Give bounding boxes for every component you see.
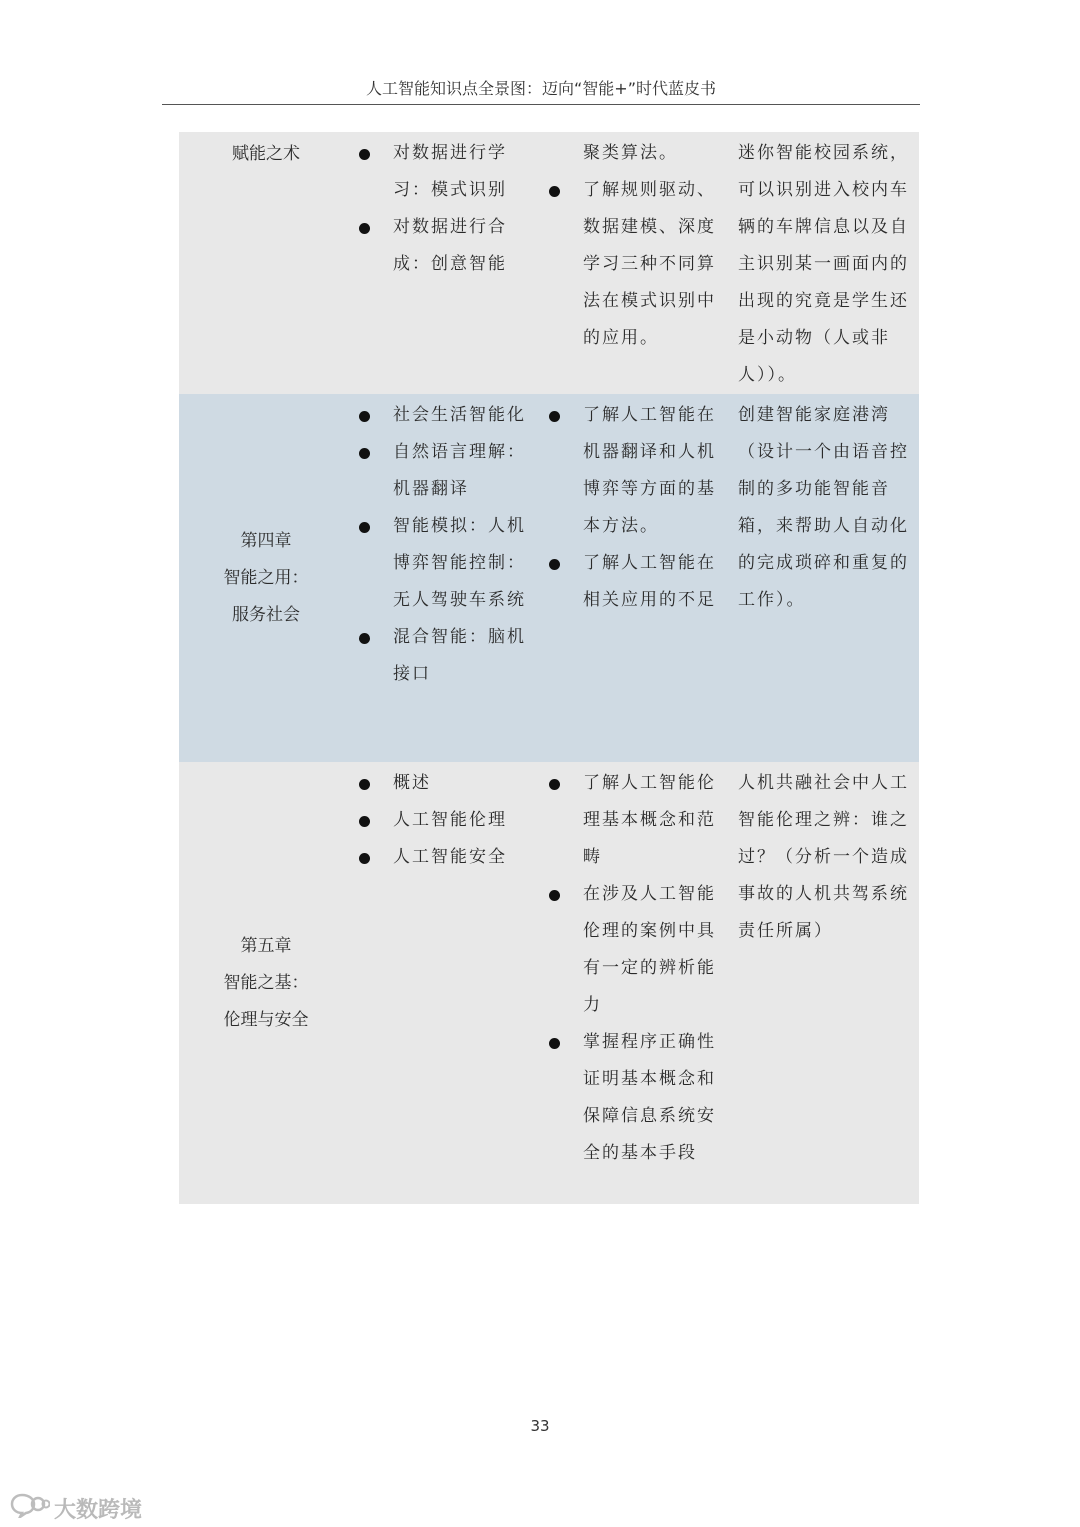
list-item: 了解人工智能在机器翻译和人机博弈等方面的基本方法。 [543,397,726,545]
table-row [179,762,919,1204]
bullet-icon [359,816,370,827]
bullet-icon [359,223,370,234]
chapter-line: 伦理与安全 [223,1009,309,1030]
speech-bubble-logo-icon [10,1492,50,1524]
list-item: 对数据进行学习：模式识别 [353,135,543,209]
project-cell: 创建智能家庭港湾（设计一个由语音控制的多功能智能音箱，来帮助人自动化的完成琐碎和重复的工作）。 [738,405,909,610]
list-item: 聚类算法。 [583,143,678,163]
curriculum-table [179,132,919,1204]
list-item: 智能模拟：人机博弈智能控制：无人驾驶车系统 [353,508,543,619]
chapter-cell [179,394,353,762]
chapter-line: 第四章 [240,530,292,551]
list-item: 概述 [353,765,543,802]
list-item: 人工智能伦理 [353,802,543,839]
running-header: 人工智能知识点全景图：迈向“智能+”时代蓝皮书 [162,78,920,105]
table-row [179,394,919,762]
topics-cell [353,394,543,762]
list-item: 了解人工智能伦理基本概念和范畴 [543,765,726,876]
bullet-icon [549,186,560,197]
bullet-icon [359,522,370,533]
list-item: 掌握程序正确性证明基本概念和保障信息系统安全的基本手段 [543,1024,726,1172]
bullet-icon [549,559,560,570]
list-item: 社会生活智能化 [353,397,543,434]
list-item: 在涉及人工智能伦理的案例中具有一定的辨析能力 [543,876,726,1024]
goals-cell [543,394,726,762]
bullet-icon [359,448,370,459]
bullet-icon [549,411,560,422]
bullet-icon [359,633,370,644]
bullet-icon [359,853,370,864]
chapter-line: 赋能之术 [232,144,300,164]
chapter-line: 智能之基： [223,972,309,993]
bullet-icon [549,1038,560,1049]
page-number: 33 [530,1417,550,1435]
list-item: 混合智能：脑机接口 [353,619,543,693]
chapter-line: 第五章 [240,935,292,956]
chapter-cell [179,762,353,1204]
bullet-icon [359,149,370,160]
goals-cell [543,762,726,1204]
watermark-text: 大数跨境 [54,1497,143,1523]
bullet-icon [359,779,370,790]
topics-cell [353,132,543,394]
bullet-icon [549,890,560,901]
bullet-icon [359,411,370,422]
chapter-line: 服务社会 [232,604,300,625]
list-item: 自然语言理解：机器翻译 [353,434,543,508]
topics-cell [353,762,543,1204]
project-cell: 人机共融社会中人工智能伦理之辨：谁之过？（分析一个造成事故的人机共驾系统责任所属） [738,773,909,941]
table-row [179,132,919,394]
list-item: 了解规则驱动、数据建模、深度学习三种不同算法在模式识别中的应用。 [543,172,726,357]
bullet-icon [549,779,560,790]
goals-cell [543,132,726,394]
list-item: 人工智能安全 [353,839,543,876]
list-item: 对数据进行合成：创意智能 [353,209,543,283]
watermark [10,1492,142,1524]
chapter-cell [179,132,353,394]
chapter-line: 智能之用： [223,567,309,588]
list-item: 了解人工智能在相关应用的不足 [543,545,726,619]
project-cell: 迷你智能校园系统，可以识别进入校内车辆的车牌信息以及自主识别某一画面内的出现的究竟是学生还是小动物（人或非人））。 [738,143,909,385]
